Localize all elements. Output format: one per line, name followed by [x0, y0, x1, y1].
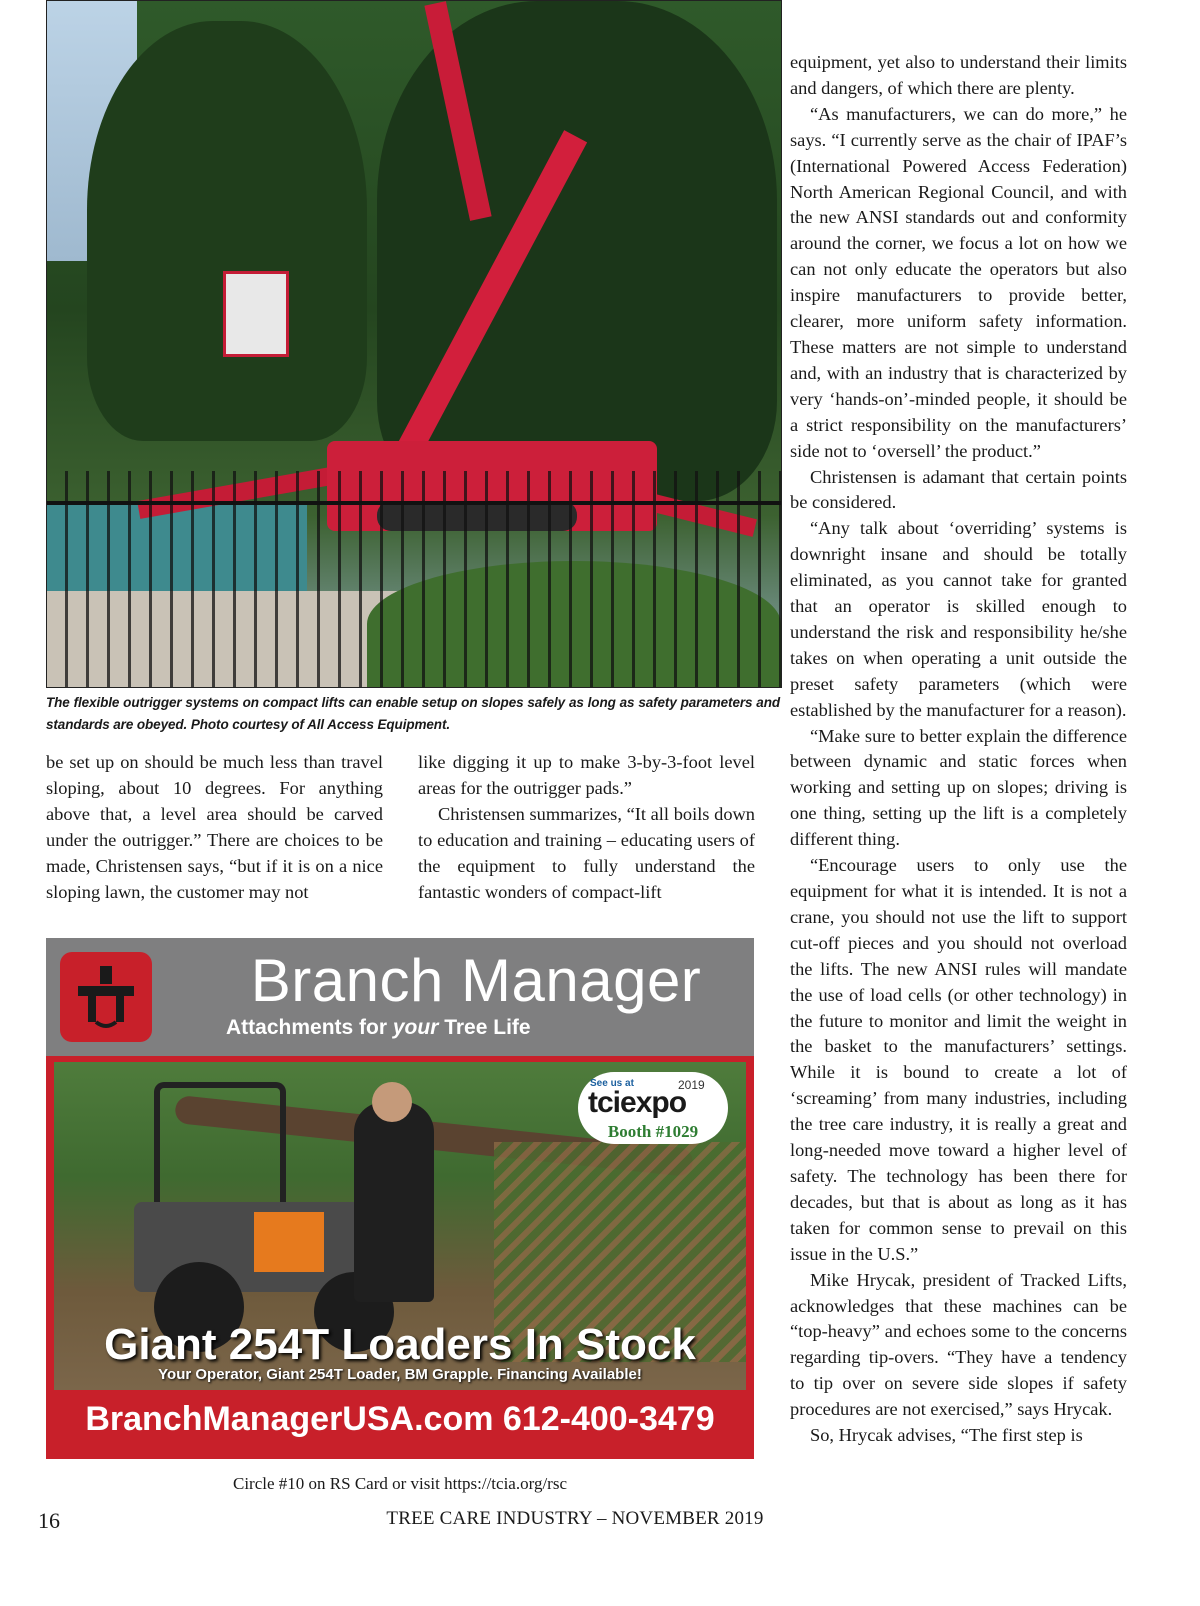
paragraph: Mike Hrycak, president of Tracked Lifts, acknowledges that these machines can be “top-heavy” and echoes some to the concerns regarding tip-overs. “They have a tendency to tip over on severe side slopes if safety procedures are not exercised,” says Hrycak.: [790, 1269, 1127, 1420]
paragraph: like digging it up to make 3-by-3-foot level areas for the outrigger pads.”: [418, 752, 755, 798]
fence: [47, 471, 781, 687]
rs-card-line[interactable]: Circle #10 on RS Card or visit https://tcia.org/rsc: [233, 1474, 567, 1493]
grapple-icon: [60, 952, 152, 1042]
article-column-2: [418, 750, 755, 905]
badge-year: 2019: [678, 1078, 705, 1092]
badge-booth: Booth #1029: [607, 1122, 699, 1141]
photo-tree: [87, 21, 367, 441]
ad-subline: Your Operator, Giant 254T Loader, BM Grapple. Financing Available!: [158, 1366, 642, 1383]
loader-panel: [254, 1212, 324, 1272]
ad-headline: Giant 254T Loaders In Stock: [104, 1320, 696, 1369]
article-photo: [46, 0, 782, 688]
page-number: 16: [38, 1508, 60, 1533]
paragraph: be set up on should be much less than travel sloping, about 10 degrees. For anything above that, a level area should be carved under the outrigger.” There are choices to be made, Christensen says, “but if it is on a nice sloping lawn, the customer may not: [46, 752, 383, 902]
branch-manager-logo: [60, 952, 152, 1042]
article-column-1: [46, 750, 383, 905]
paragraph: Christensen summarizes, “It all boils down to education and training – educating users of the equipment to fully understand the fantastic wonders of compact-lift: [418, 803, 755, 902]
photo-tree: [377, 1, 777, 501]
paragraph: So, Hrycak advises, “The first step is: [810, 1425, 1083, 1446]
operator-figure: [354, 1102, 434, 1302]
lift-basket: [223, 271, 289, 357]
paragraph: “Any talk about ‘overriding’ systems is downright insane and should be totally eliminated, as you cannot take for granted that an operator is skilled enough to understand the risk and responsibility he/she takes on when operating a unit outside the preset safety parameters (which were established by the manufacturer for a reason).: [790, 518, 1127, 720]
paragraph: “As manufacturers, we can do more,” he says. “I currently serve as the chair of IPAF’s (International Powered Access Federation) North American Regional Council, and with the new ANSI standards out and conformity around the corner, we focus a lot on how we can not only educate the operators but also inspire manufacturers to provide better, clearer, more uniform safety information. These matters are not simple to understand and, with an industry that is characterized by very ‘hands-on’-minded people, it should be a strict responsibility on the manufacturers’ side not to ‘oversell’ the product.”: [790, 103, 1127, 461]
badge-see-us: See us at: [590, 1078, 634, 1089]
paragraph: “Encourage users to only use the equipment for what it is intended. It is not a crane, you should not use the lift to support cut-off pieces and you should not overload the lifts. The new ANSI rules will mandate the use of load cells (or other technology) in the future to monitor and limit the weight in the basket to the manufacturers’ settings. While it is bound to create a lot of ‘screaming’ from many industries, including the tree care industry, it is really a great and long-needed move toward a higher level of safety. The technology has been there for decades, but that is about as long as it has taken for common sense to prevail on this issue in the U.S.”: [790, 855, 1127, 1264]
paragraph: Christensen is adamant that certain points be considered.: [790, 466, 1127, 513]
advertisement[interactable]: [46, 938, 754, 1459]
photo-caption: The flexible outrigger systems on compact lifts can enable setup on slopes safely as long as safety parameters and standards are obeyed. Photo courtesy of All Access Equipment.: [46, 695, 780, 732]
article-column-3: [790, 50, 1127, 1449]
paragraph: “Make sure to better explain the difference between dynamic and static forces when working and setting up on slopes; driving is one thing, setting up the lift is a completely different thing.: [790, 725, 1127, 850]
ad-brand: Branch Manager: [250, 947, 702, 1014]
badge-expo-logo: tciexpo: [588, 1086, 687, 1119]
ad-tagline: Attachments for your Tree Life: [226, 1016, 531, 1039]
ad-url-phone[interactable]: BranchManagerUSA.com 612-400-3479: [85, 1400, 715, 1438]
page-footer: TREE CARE INDUSTRY – NOVEMBER 2019: [386, 1508, 764, 1529]
paragraph: equipment, yet also to understand their limits and dangers, of which there are plenty.: [790, 52, 1127, 98]
operator-head: [372, 1082, 412, 1122]
tciexpo-badge: [578, 1072, 728, 1144]
